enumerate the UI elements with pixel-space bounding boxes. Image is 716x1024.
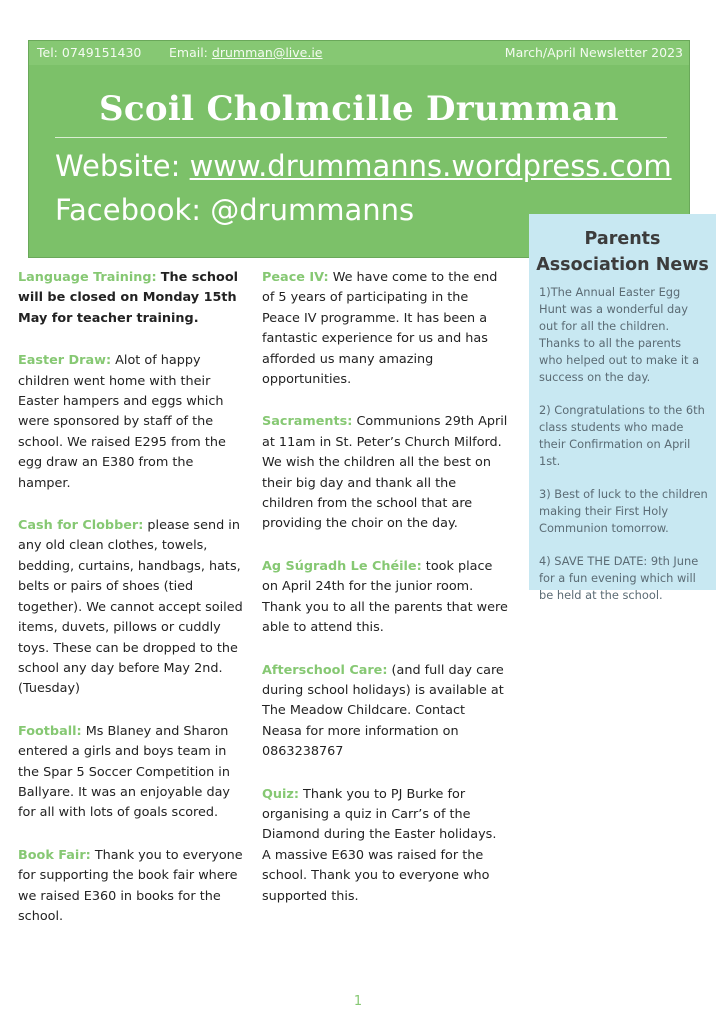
section-label: Book Fair: — [18, 847, 91, 863]
contact-bar — [29, 41, 689, 65]
section-text: Communions 29th April at 11am in St. Peter’s Church Milford. We wish the children all the best on their big day and thank all the children from the school that are providing the choir on the day. — [262, 414, 508, 532]
sidebar-title — [529, 226, 716, 278]
section-text: (and full day care during school holidays) is available at The Meadow Childcare. Contact Neasa for more information on 0863238767 — [262, 662, 504, 760]
email-label: Email: — [169, 45, 208, 60]
section-label: Peace IV: — [262, 270, 329, 285]
section-afterschool-care — [262, 661, 508, 763]
section-peace-iv — [262, 268, 508, 390]
sidebar-item: 1)The Annual Easter Egg Hunt was a wonderful day out for all the children. Thanks to all the parents who helped out to make it a success on the day. — [539, 285, 700, 384]
section-label: Easter Draw: — [18, 353, 112, 369]
column-left — [18, 268, 246, 949]
sidebar-item: 2) Congratulations to the 6th class students who made their Confirmation on April 1st. — [539, 403, 705, 468]
section-quiz — [262, 785, 508, 907]
sidebar-title-line2: Association News — [536, 255, 709, 275]
section-text: We have come to the end of 5 years of participating in the Peace IV programme. It has been a fantastic experience for us and has afforded us many amazing opportunities. — [262, 270, 498, 388]
website-label: Website: — [55, 149, 181, 183]
section-text: Alot of happy children went home with their Easter hampers and eggs which were sponsored by staff of the school. We raised E295 from the egg draw an E380 from the hamper. — [18, 353, 226, 491]
section-book-fair — [18, 846, 246, 928]
email-link[interactable]: drumman@live.ie — [211, 45, 323, 60]
section-football — [18, 722, 246, 824]
section-label: Quiz: — [262, 786, 299, 802]
sidebar-item: 3) Best of luck to the children making their First Holy Communion tomorrow. — [539, 487, 708, 535]
school-name: Scoil Cholmcille Drumman — [99, 89, 619, 129]
email-info — [169, 41, 323, 65]
website-link[interactable]: www.drummanns.wordpress.com — [189, 149, 672, 183]
section-text: took place on April 24th for the junior room. Thank you to all the parents that were able to attend this. — [262, 558, 508, 636]
section-text: please send in any old clean clothes, towels, bedding, curtains, handbags, hats, belts or pairs of shoes (tied together). We cannot accept soiled items, duvets, pillows or cuddly toys. These can be dropped to the school any day before May 2nd. (Tuesday) — [18, 518, 243, 697]
column-middle — [262, 268, 508, 929]
header-divider — [55, 137, 667, 138]
sidebar-item: 4) SAVE THE DATE: 9th June for a fun evening which will be held at the school. — [539, 554, 699, 602]
website-line — [55, 149, 672, 183]
sidebar-title-line1: Parents — [584, 229, 661, 249]
section-text: Thank you to everyone for supporting the book fair where we raised E360 in books for the school. — [18, 847, 243, 924]
section-label: Ag Súgradh Le Chéile: — [262, 558, 422, 574]
section-label: Sacraments: — [262, 414, 353, 430]
section-label: Football: — [18, 723, 82, 739]
section-ag-sugradh — [262, 557, 508, 639]
section-sacraments — [262, 412, 508, 534]
section-label: Afterschool Care: — [262, 662, 388, 678]
sidebar-items — [529, 284, 716, 604]
section-cash-for-clobber — [18, 516, 246, 700]
section-language-training — [18, 268, 246, 329]
parents-association-box — [529, 214, 716, 602]
section-label: Cash for Clobber: — [18, 518, 144, 534]
newsletter-date: March/April Newsletter 2023 — [504, 45, 683, 60]
section-text: Thank you to PJ Burke for organising a quiz in Carr’s of the Diamond during the Easter holidays. A massive E630 was raised for the school. Thank you to everyone who supported this. — [262, 786, 497, 904]
section-text: Ms Blaney and Sharon entered a girls and boys team in the Spar 5 Soccer Competition in Ballyare. It was an enjoyable day for all with lots of goals scored. — [18, 723, 230, 821]
page-number: 1 — [353, 994, 363, 1009]
facebook-line: Facebook: @drummanns — [55, 193, 415, 227]
telephone: Tel: 0749151430 — [37, 45, 142, 60]
section-easter-draw — [18, 351, 246, 494]
section-text: The school will be closed on Monday 15th May for teacher training. — [18, 270, 238, 326]
section-label: Language Training: — [18, 270, 157, 285]
